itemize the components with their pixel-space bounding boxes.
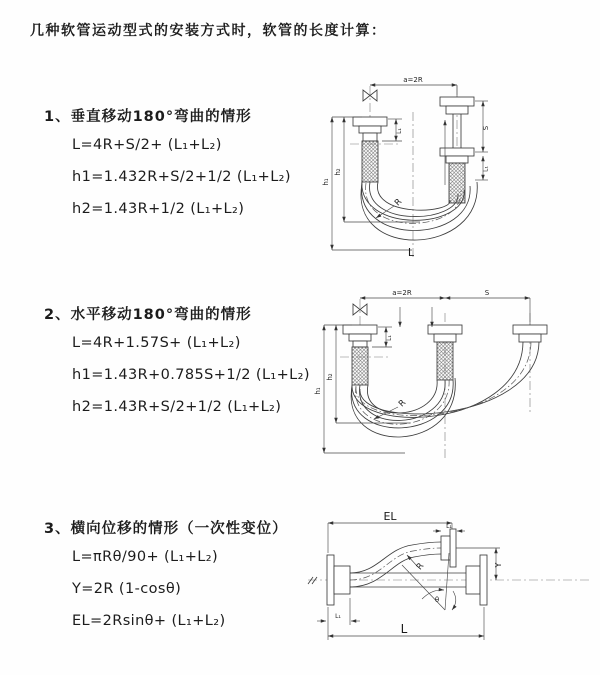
diagram-horizontal-bend [310, 285, 600, 465]
dim-label-y: Y [494, 562, 503, 568]
dim-label-a2r: a=2R [403, 76, 423, 84]
left-flange [353, 117, 387, 182]
dim-l1-bottom [317, 598, 360, 625]
section-3-formula-Y: Y=2R (1-cosθ) [72, 581, 182, 597]
dim-label-s: S [484, 289, 490, 297]
dim-s-right [475, 101, 490, 152]
radius-callout [407, 555, 426, 572]
braided-hose-section [362, 141, 378, 182]
section-3-formula-L: L=πRθ/90+ (L₁+L₂) [72, 549, 219, 565]
right-leg [440, 97, 474, 203]
section-1-formula-L: L=4R+S/2+ (L₁+L₂) [72, 137, 222, 153]
movement-arrows [400, 307, 432, 327]
angle-construction [402, 553, 456, 610]
dim-span-top [370, 76, 457, 97]
dim-label-theta: θ [434, 596, 440, 604]
dim-l [328, 607, 484, 640]
section-3-formula-EL: EL=2Rsinθ+ (L₁+L₂) [72, 613, 226, 629]
dim-l1-top [433, 523, 465, 531]
dim-label-h1: h₁ [314, 387, 322, 395]
middle-flange [428, 325, 462, 380]
dim-label-h2: h₂ [334, 168, 342, 176]
section-1-formula-h1: h1=1.432R+S/2+1/2 (L₁+L₂) [72, 169, 291, 185]
section-3-heading: 3、横向位移的情形（一次性变位） [44, 521, 288, 537]
dim-label-l1: L₁ [335, 613, 341, 620]
left-flange [343, 325, 377, 385]
dim-label-l1: L₁ [386, 335, 393, 341]
right-flange [466, 555, 487, 605]
centerlines [308, 577, 592, 584]
dim-label-l1: L₁ [482, 166, 490, 172]
dim-label-r: R [392, 196, 405, 209]
left-flange [327, 555, 350, 605]
dim-label-r: R [414, 561, 427, 573]
braided-hose-section [352, 347, 368, 385]
dim-label-h2: h₂ [326, 373, 334, 381]
section-2-formula-L: L=4R+1.57S+ (L₁+L₂) [72, 335, 241, 351]
dim-label-h1: h₁ [322, 178, 330, 186]
section-1-heading: 1、垂直移动180°弯曲的情形 [44, 109, 252, 125]
dim-label-s: S [482, 125, 490, 131]
diagram-vertical-bend [312, 70, 592, 260]
dim-label-r: R [396, 397, 409, 410]
dim-label-l-total: L [407, 246, 415, 259]
dim-label-l1: L₁ [396, 128, 403, 134]
braided-hose-section [449, 163, 465, 203]
dim-l1-right [475, 156, 490, 180]
centerlines [340, 299, 530, 461]
page-title: 几种软管运动型式的安装方式时，软管的长度计算： [30, 23, 387, 39]
diagram-lateral-displacement [300, 503, 600, 658]
dim-label-l1: L₁ [446, 523, 452, 530]
right-flange [513, 325, 547, 342]
section-2-formula-h1: h1=1.43R+0.785S+1/2 (L₁+L₂) [72, 367, 310, 383]
section-2-heading: 2、水平移动180°弯曲的情形 [44, 307, 252, 323]
dim-el [328, 510, 452, 553]
dim-label-el: EL [383, 510, 397, 523]
section-1-formula-h2: h2=1.43R+1/2 (L₁+L₂) [72, 201, 245, 217]
break-mark [308, 577, 317, 584]
dim-label-l-total: L [400, 622, 408, 636]
section-2-formula-h2: h2=1.43R+S/2+1/2 (L₁+L₂) [72, 399, 282, 415]
dim-label-a2r: a=2R [392, 289, 412, 297]
braided-hose-section [437, 342, 453, 380]
